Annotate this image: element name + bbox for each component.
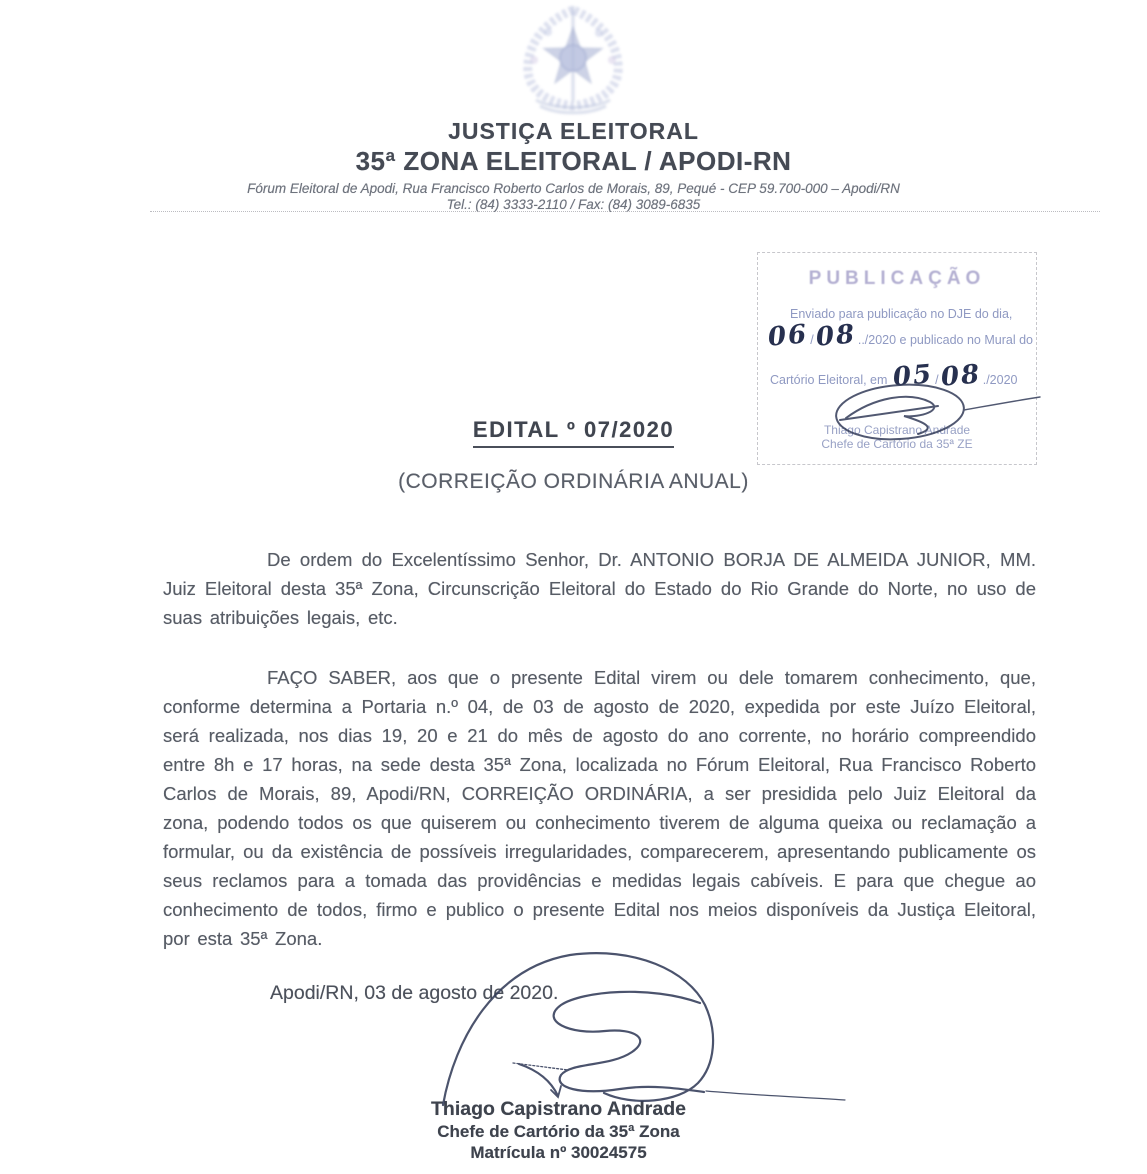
signer-registration: Matrícula nº 30024575 [470, 1143, 647, 1162]
stamp-sent-date [766, 319, 1033, 355]
org-phone: Tel.: (84) 3333-2110 / Fax: (84) 3089-6835 [446, 197, 701, 212]
paragraph-preamble: De ordem do Excelentíssimo Senhor, Dr. ANTONIO BORJA DE ALMEIDA JUNIOR, MM. Juiz Eleitoral desta 35ª Zona, Circunscrição Eleitoral do Estado do Rio Grande do Norte, no uso de suas atribuições legais, etc. [163, 549, 1036, 628]
edict-subtitle: (CORREIÇÃO ORDINÁRIA ANUAL) [398, 470, 749, 493]
stamp-date-separator: / [810, 333, 814, 347]
org-name-line1: JUSTIÇA ELEITORAL [448, 118, 699, 144]
org-name-line2: 35ª ZONA ELEITORAL / APODI-RN [355, 146, 792, 176]
stamp-mural-prefix: Cartório Eleitoral, em [770, 373, 891, 387]
handwritten-signature [420, 943, 860, 1115]
stamp-sent-tail: ../2020 e publicado no Mural do [857, 333, 1033, 347]
paragraph-faco-saber: FAÇO SABER, aos que o presente Edital virem ou dele tomarem conhecimento, que, conforme determina a Portaria n.º 04, de 03 de agosto de 2020, expedida por este Juízo Eleitoral, será realizada, nos dias 19, 20 e 21 do mês de agosto do ano corrente, no horário compreendido entre 8h e 17 horas, na sede desta 35ª Zona, localizada no Fórum Eleitoral, Rua Francisco Roberto Carlos de Morais, 89, Apodi/RN, CORREIÇÃO ORDINÁRIA, a ser presidida pelo Juiz Eleitoral da zona, podendo todos os que quiserem ou conhecimento tiverem de alguma queixa ou reclamação a formular, ou da existência de possíveis irregularidades, comparecerem, apresentando publicamente os seus reclamos para a tomada das providências e medidas legais cabíveis. E para que chegue ao conhecimento de todos, firmo e publico o presente Edital nos meios disponíveis da Justiça Eleitoral, por esta 35ª Zona. [163, 667, 1036, 949]
handwritten-mural-month: 08 [939, 359, 982, 393]
stamp-signer-name: Thiago Capistrano Andrade [823, 423, 971, 437]
signer-role: Chefe de Cartório da 35ª Zona [437, 1122, 680, 1141]
stamp-title: PUBLICAÇÃO [808, 268, 986, 289]
stamp-signer-role: Chefe de Cartório da 35ª ZE [821, 437, 973, 451]
handwritten-sent-day: 06 [766, 319, 810, 353]
header-divider [150, 211, 1100, 212]
edict-title: EDITAL º 07/2020 [0, 417, 1147, 448]
place-date-line: Apodi/RN, 03 de agosto de 2020. [270, 982, 559, 1004]
org-address: Fórum Eleitoral de Apodi, Rua Francisco Roberto Carlos de Morais, 89, Pequé - CEP 59.700-000 – Apodi/RN [247, 181, 900, 196]
signer-name: Thiago Capistrano Andrade [431, 1098, 686, 1120]
stamp-date-separator: / [935, 373, 939, 387]
stamp-mural-tail: ./2020 [982, 373, 1018, 387]
handwritten-sent-month: 08 [814, 319, 858, 353]
stamp-handwritten-signature [788, 376, 1048, 451]
handwritten-mural-day: 05 [891, 359, 935, 393]
stamp-sent-label: Enviado para publicação no DJE do dia, [790, 307, 1013, 321]
coat-of-arms-emblem [498, 2, 648, 120]
